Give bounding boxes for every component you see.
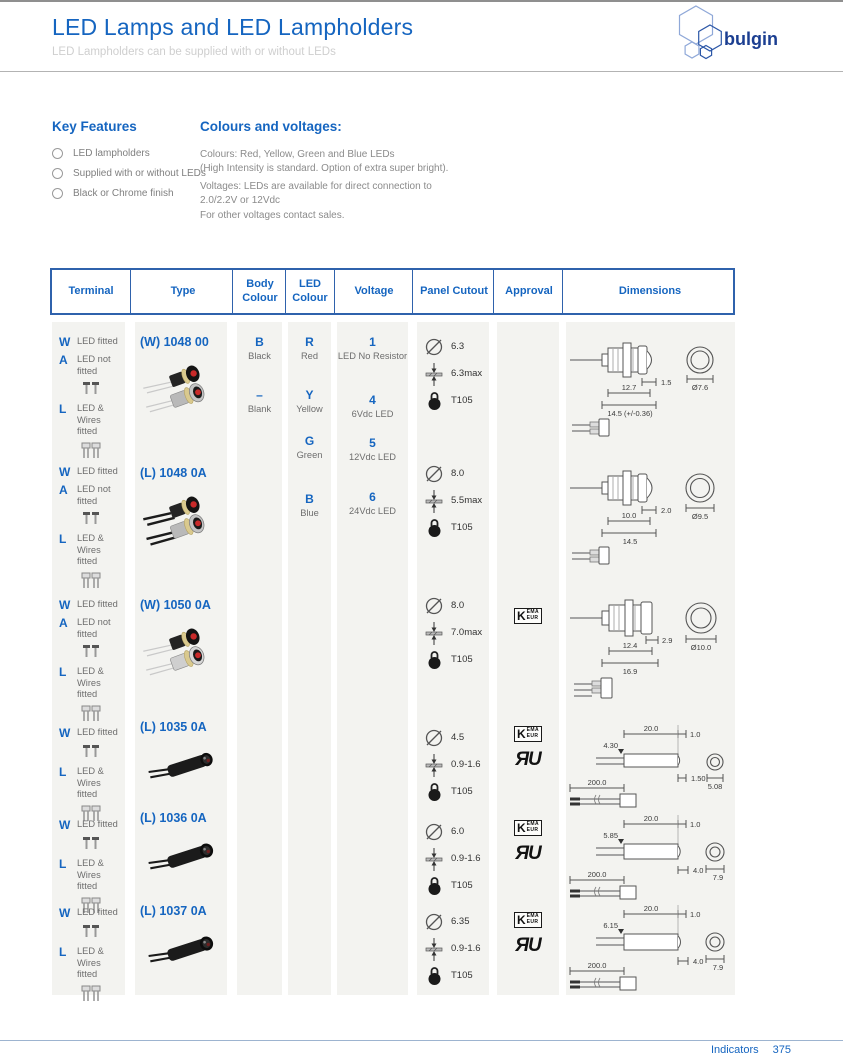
cutout-value: 6.0 bbox=[451, 826, 465, 837]
bulgin-hexagons-icon bbox=[669, 3, 787, 63]
cutout-temperature bbox=[424, 387, 482, 414]
panel-thickness-icon bbox=[424, 489, 444, 513]
voltages-paragraph bbox=[200, 180, 432, 207]
body-colour-column bbox=[237, 322, 282, 995]
option-code: 6 bbox=[369, 490, 376, 504]
voltage-column bbox=[337, 322, 408, 995]
header-separator bbox=[130, 270, 131, 313]
header-separator bbox=[493, 270, 494, 313]
col-header-terminal: Terminal bbox=[68, 284, 114, 297]
led-colour-option bbox=[288, 388, 331, 414]
svg-text:1.5: 1.5 bbox=[661, 378, 672, 387]
svg-text:7.9: 7.9 bbox=[712, 873, 724, 882]
cutout-value: 6.35 bbox=[451, 916, 470, 927]
option-code: 1 bbox=[369, 335, 376, 349]
terminal-option-l bbox=[59, 402, 123, 438]
header-separator bbox=[285, 270, 286, 313]
circle-bullet-icon bbox=[52, 148, 63, 159]
terminal-code: A bbox=[59, 353, 68, 367]
svg-text:1.0: 1.0 bbox=[690, 820, 701, 829]
page-title: LED Lamps and LED Lampholders bbox=[52, 14, 414, 40]
option-code: R bbox=[305, 335, 314, 349]
diameter-icon bbox=[424, 822, 444, 842]
svg-text:20.0: 20.0 bbox=[643, 724, 659, 733]
svg-text:Ø7.6: Ø7.6 bbox=[691, 383, 709, 392]
panel-thickness-icon bbox=[424, 753, 444, 777]
pins-icon bbox=[80, 836, 123, 849]
option-label: 24Vdc LED bbox=[348, 506, 397, 516]
cutout-temperature bbox=[424, 872, 481, 899]
terminal-code: W bbox=[59, 818, 71, 832]
cutout-value: 8.0 bbox=[451, 468, 465, 479]
terminal-code: A bbox=[59, 616, 68, 630]
terminal-code: W bbox=[59, 598, 71, 612]
footer-page-number: 375 bbox=[772, 1044, 791, 1056]
terminal-code: W bbox=[59, 465, 71, 479]
ul-recognized-icon: ЯU bbox=[515, 749, 541, 770]
svg-text:12.4: 12.4 bbox=[622, 641, 638, 650]
svg-text:200.0: 200.0 bbox=[587, 961, 607, 970]
terminal-option-w bbox=[59, 906, 123, 920]
option-label: Yellow bbox=[296, 404, 323, 414]
part-number: (L) 1048 0A bbox=[140, 466, 207, 480]
cutout-value: 0.9-1.6 bbox=[451, 943, 481, 954]
option-label: Blank bbox=[247, 404, 272, 414]
part-number: (L) 1037 0A bbox=[140, 904, 207, 918]
circle-bullet-icon bbox=[52, 188, 63, 199]
cutout-value: T105 bbox=[451, 786, 473, 797]
option-code: B bbox=[255, 335, 264, 349]
svg-text:4.30: 4.30 bbox=[603, 741, 618, 750]
option-label: 6Vdc LED bbox=[351, 409, 394, 419]
temperature-rating-icon bbox=[424, 966, 444, 986]
kema-keur-mark bbox=[497, 820, 559, 836]
cutout-temperature bbox=[424, 962, 481, 989]
option-label: Blue bbox=[300, 508, 319, 518]
part-number: (L) 1035 0A bbox=[140, 720, 207, 734]
col-header-approval: Approval bbox=[505, 284, 553, 297]
svg-text:14.5: 14.5 bbox=[622, 537, 638, 546]
temperature-rating-icon bbox=[424, 876, 444, 896]
kema-keur-mark bbox=[497, 608, 559, 624]
cutout-thickness bbox=[424, 751, 481, 778]
svg-text:Ø10.0: Ø10.0 bbox=[690, 643, 712, 652]
cutout-diameter bbox=[424, 592, 482, 619]
colours-paragraph bbox=[200, 148, 448, 175]
dimension-drawing-1048-00 bbox=[566, 330, 735, 442]
dimension-drawing-1035-0A bbox=[566, 720, 735, 812]
part-number: (L) 1036 0A bbox=[140, 811, 207, 825]
terminal-option-l bbox=[59, 945, 123, 981]
footer-section: Indicators bbox=[710, 1044, 759, 1056]
logo-wordmark: bulgin bbox=[724, 29, 778, 49]
terminal-label: LED fitted bbox=[77, 599, 118, 609]
svg-text:12.7: 12.7 bbox=[621, 383, 637, 392]
type-cell bbox=[140, 598, 224, 686]
col-header-voltage: Voltage bbox=[354, 284, 394, 297]
wires-icon bbox=[80, 572, 123, 589]
part-number: (W) 1050 0A bbox=[140, 598, 211, 612]
cutout-temperature bbox=[424, 646, 482, 673]
terminal-code: W bbox=[59, 335, 71, 349]
paragraph-line: Colours: Red, Yellow, Green and Blue LEDs bbox=[200, 149, 395, 160]
svg-text:2.0: 2.0 bbox=[661, 506, 672, 515]
svg-text:4.0: 4.0 bbox=[693, 957, 704, 966]
terminal-label: LED not fitted bbox=[77, 354, 111, 376]
ul-recognized-mark bbox=[497, 936, 559, 955]
panel-cutout-cell bbox=[424, 333, 482, 414]
terminal-code: W bbox=[59, 906, 71, 920]
product-photo-lampholder-pair bbox=[142, 616, 224, 686]
diameter-icon bbox=[424, 728, 444, 748]
terminal-label: LED & Wires fitted bbox=[77, 946, 104, 980]
terminal-label: LED not fitted bbox=[77, 617, 111, 639]
svg-text:14.5 (+/-0.36): 14.5 (+/-0.36) bbox=[607, 409, 653, 418]
svg-text:200.0: 200.0 bbox=[587, 870, 607, 879]
terminal-label: LED & Wires fitted bbox=[77, 766, 104, 800]
type-cell bbox=[140, 811, 224, 891]
approval-column bbox=[497, 322, 559, 995]
cutout-diameter bbox=[424, 908, 481, 935]
panel-cutout-cell bbox=[424, 724, 481, 805]
key-feature-label: Supplied with or without LEDs bbox=[73, 168, 206, 179]
cutout-thickness bbox=[424, 619, 482, 646]
terminal-cell bbox=[59, 465, 123, 597]
panel-cutout-cell bbox=[424, 592, 482, 673]
col-header-type: Type bbox=[170, 284, 196, 297]
cutout-diameter bbox=[424, 818, 481, 845]
wires-icon bbox=[80, 985, 123, 1002]
paragraph-line: (High Intensity is standard. Option of extra super bright). bbox=[200, 162, 449, 174]
cutout-value: 0.9-1.6 bbox=[451, 853, 481, 864]
type-cell bbox=[140, 904, 224, 984]
terminal-label: LED & Wires fitted bbox=[77, 858, 104, 892]
svg-text:20.0: 20.0 bbox=[643, 904, 659, 913]
terminal-code: L bbox=[59, 765, 67, 779]
terminal-label: LED & Wires fitted bbox=[77, 533, 104, 567]
terminal-option-w bbox=[59, 818, 123, 832]
type-cell bbox=[140, 335, 224, 423]
panel-cutout-cell bbox=[424, 460, 482, 541]
svg-text:Ø9.5: Ø9.5 bbox=[691, 512, 709, 521]
temperature-rating-icon bbox=[424, 650, 444, 670]
option-label: 12Vdc LED bbox=[348, 452, 397, 462]
temperature-rating-icon bbox=[424, 518, 444, 538]
cutout-diameter bbox=[424, 724, 481, 751]
cutout-thickness bbox=[424, 935, 481, 962]
panel-thickness-icon bbox=[424, 847, 444, 871]
svg-text:5.08: 5.08 bbox=[707, 782, 723, 791]
svg-text:1.0: 1.0 bbox=[690, 910, 701, 919]
terminal-code: L bbox=[59, 945, 67, 959]
option-label: Black bbox=[248, 351, 271, 361]
product-photo-black-lampholder bbox=[142, 922, 224, 984]
terminal-cell bbox=[59, 598, 123, 730]
panel-cutout-cell bbox=[424, 908, 481, 989]
cutout-value: 4.5 bbox=[451, 732, 465, 743]
diameter-icon bbox=[424, 596, 444, 616]
kema-keur-icon: K EMA EUR bbox=[514, 820, 542, 836]
paragraph-line: 2.0/2.2V or 12Vdc bbox=[200, 194, 281, 206]
terminal-cell bbox=[59, 335, 123, 467]
svg-text:6.15: 6.15 bbox=[603, 921, 618, 930]
paragraph-line: Voltages: LEDs are available for direct connection to bbox=[200, 181, 432, 192]
voltage-option bbox=[337, 436, 408, 462]
dimension-drawing-1050-0A bbox=[566, 588, 735, 706]
key-feature-item bbox=[52, 148, 150, 159]
footer-rule bbox=[0, 1040, 843, 1041]
terminal-code: A bbox=[59, 483, 68, 497]
option-code: 5 bbox=[369, 436, 376, 450]
option-label: Green bbox=[296, 450, 323, 460]
ul-recognized-icon: ЯU bbox=[515, 935, 541, 956]
type-cell bbox=[140, 720, 224, 800]
svg-text:5.85: 5.85 bbox=[603, 831, 618, 840]
top-rule bbox=[0, 0, 843, 2]
option-code: Y bbox=[305, 388, 314, 402]
body-colour-option bbox=[237, 335, 282, 361]
kema-keur-mark bbox=[497, 726, 559, 742]
pins-icon bbox=[80, 381, 123, 394]
voltage-option bbox=[337, 393, 408, 419]
terminal-option-l bbox=[59, 765, 123, 801]
terminal-code: W bbox=[59, 726, 71, 740]
terminal-column bbox=[52, 322, 125, 995]
panel-thickness-icon bbox=[424, 621, 444, 645]
wires-icon bbox=[80, 442, 123, 459]
cutout-value: 6.3max bbox=[451, 368, 483, 379]
terminal-label: LED fitted bbox=[77, 819, 118, 829]
part-number: (W) 1048 00 bbox=[140, 335, 209, 349]
cutout-diameter bbox=[424, 460, 482, 487]
ul-recognized-icon: ЯU bbox=[515, 843, 541, 864]
dimension-drawing-1048-0A bbox=[566, 458, 735, 570]
cutout-value: 8.0 bbox=[451, 600, 465, 611]
cutout-thickness bbox=[424, 360, 482, 387]
panel-cutout-column bbox=[417, 322, 489, 995]
col-header-led-colour: LED Colour bbox=[292, 278, 328, 304]
header-separator bbox=[232, 270, 233, 313]
svg-text:2.9: 2.9 bbox=[662, 636, 673, 645]
kema-keur-icon: K EMA EUR bbox=[514, 608, 542, 624]
terminal-option-l bbox=[59, 532, 123, 568]
cutout-diameter bbox=[424, 333, 482, 360]
cutout-thickness bbox=[424, 845, 481, 872]
product-photo-black-lampholder bbox=[142, 829, 224, 891]
ul-recognized-mark bbox=[497, 750, 559, 769]
led-colour-option bbox=[288, 492, 331, 518]
terminal-code: L bbox=[59, 402, 67, 417]
key-features-heading: Key Features bbox=[52, 119, 137, 134]
diameter-icon bbox=[424, 337, 444, 357]
circle-bullet-icon bbox=[52, 168, 63, 179]
terminal-code: L bbox=[59, 665, 67, 680]
type-cell bbox=[140, 466, 224, 554]
pins-icon bbox=[80, 644, 123, 657]
cutout-value: 0.9-1.6 bbox=[451, 759, 481, 770]
terminal-label: LED fitted bbox=[77, 466, 118, 476]
header-separator bbox=[334, 270, 335, 313]
terminal-label: LED & Wires fitted bbox=[77, 666, 104, 700]
led-colour-option bbox=[288, 434, 331, 460]
cutout-value: T105 bbox=[451, 522, 473, 533]
option-label: LED No Resistor bbox=[337, 351, 408, 361]
terminal-code: L bbox=[59, 532, 67, 547]
terminal-option-a bbox=[59, 353, 123, 377]
terminal-option-w bbox=[59, 465, 123, 479]
option-code: – bbox=[256, 388, 263, 402]
cutout-temperature bbox=[424, 778, 481, 805]
terminal-label: LED fitted bbox=[77, 336, 118, 346]
bulgin-logo bbox=[669, 3, 787, 68]
svg-text:1.0: 1.0 bbox=[690, 730, 701, 739]
dimension-drawing-1037-0A bbox=[566, 900, 735, 992]
table-header-row bbox=[50, 268, 735, 315]
cutout-temperature bbox=[424, 514, 482, 541]
cutout-value: T105 bbox=[451, 880, 473, 891]
type-column bbox=[135, 322, 227, 995]
product-photo-black-lampholder bbox=[142, 738, 224, 800]
panel-cutout-cell bbox=[424, 818, 481, 899]
terminal-option-a bbox=[59, 616, 123, 640]
panel-thickness-icon bbox=[424, 937, 444, 961]
key-feature-item bbox=[52, 168, 206, 179]
terminal-option-w bbox=[59, 598, 123, 612]
colours-voltages-heading: Colours and voltages: bbox=[200, 119, 342, 134]
terminal-option-l bbox=[59, 857, 123, 893]
option-code: 4 bbox=[369, 393, 376, 407]
diameter-icon bbox=[424, 464, 444, 484]
contact-sales-paragraph bbox=[200, 209, 345, 223]
terminal-label: LED & Wires fitted bbox=[77, 403, 104, 437]
page-footer bbox=[711, 1044, 791, 1056]
paragraph-line: For other voltages contact sales. bbox=[200, 210, 345, 221]
body-colour-option bbox=[237, 388, 282, 414]
svg-text:200.0: 200.0 bbox=[587, 778, 607, 787]
terminal-label: LED fitted bbox=[77, 727, 118, 737]
cutout-value: 6.3 bbox=[451, 341, 465, 352]
product-photo-lampholder-pair-wired bbox=[142, 484, 224, 554]
svg-text:7.9: 7.9 bbox=[712, 963, 724, 972]
dimensions-column bbox=[566, 322, 735, 995]
cutout-value: 5.5max bbox=[451, 495, 483, 506]
terminal-cell bbox=[59, 906, 123, 1010]
pins-icon bbox=[80, 511, 123, 524]
terminal-option-w bbox=[59, 335, 123, 349]
option-code: G bbox=[304, 434, 315, 448]
cutout-value: T105 bbox=[451, 654, 473, 665]
page-subtitle: LED Lampholders can be supplied with or without LEDs bbox=[52, 46, 336, 58]
cutout-thickness bbox=[424, 487, 482, 514]
option-label: Red bbox=[300, 351, 319, 361]
header-separator bbox=[412, 270, 413, 313]
svg-text:4.0: 4.0 bbox=[693, 866, 704, 875]
kema-keur-icon: K EMA EUR bbox=[514, 912, 542, 928]
svg-text:10.0: 10.0 bbox=[621, 511, 637, 520]
product-table bbox=[50, 268, 735, 995]
voltage-option bbox=[337, 490, 408, 516]
wires-icon bbox=[80, 705, 123, 722]
col-header-panel-cutout: Panel Cutout bbox=[420, 284, 488, 297]
ul-recognized-mark bbox=[497, 844, 559, 863]
key-feature-item bbox=[52, 188, 174, 199]
temperature-rating-icon bbox=[424, 391, 444, 411]
col-header-body-colour: Body Colour bbox=[242, 278, 278, 304]
diameter-icon bbox=[424, 912, 444, 932]
col-header-dimensions: Dimensions bbox=[618, 284, 682, 297]
terminal-option-l bbox=[59, 665, 123, 701]
key-feature-label: LED lampholders bbox=[73, 148, 150, 159]
cutout-value: T105 bbox=[451, 970, 473, 981]
header-separator bbox=[562, 270, 563, 313]
terminal-cell bbox=[59, 726, 123, 830]
key-feature-label: Black or Chrome finish bbox=[73, 188, 174, 199]
led-colour-option bbox=[288, 335, 331, 361]
cutout-value: T105 bbox=[451, 395, 473, 406]
terminal-label: LED fitted bbox=[77, 907, 118, 917]
header-divider bbox=[0, 71, 843, 72]
svg-text:1.50: 1.50 bbox=[691, 774, 706, 783]
cutout-value: 7.0max bbox=[451, 627, 483, 638]
pins-icon bbox=[80, 744, 123, 757]
svg-text:16.9: 16.9 bbox=[622, 667, 638, 676]
temperature-rating-icon bbox=[424, 782, 444, 802]
kema-keur-mark bbox=[497, 912, 559, 928]
option-code: B bbox=[305, 492, 314, 506]
pins-icon bbox=[80, 924, 123, 937]
terminal-label: LED not fitted bbox=[77, 484, 111, 506]
terminal-code: L bbox=[59, 857, 67, 871]
panel-thickness-icon bbox=[424, 362, 444, 386]
led-colour-column bbox=[288, 322, 331, 995]
terminal-option-a bbox=[59, 483, 123, 507]
dimension-drawing-1036-0A bbox=[566, 810, 735, 902]
kema-keur-icon: K EMA EUR bbox=[514, 726, 542, 742]
product-photo-lampholder-pair bbox=[142, 353, 224, 423]
terminal-option-w bbox=[59, 726, 123, 740]
svg-text:20.0: 20.0 bbox=[643, 814, 659, 823]
voltage-option bbox=[337, 335, 408, 361]
